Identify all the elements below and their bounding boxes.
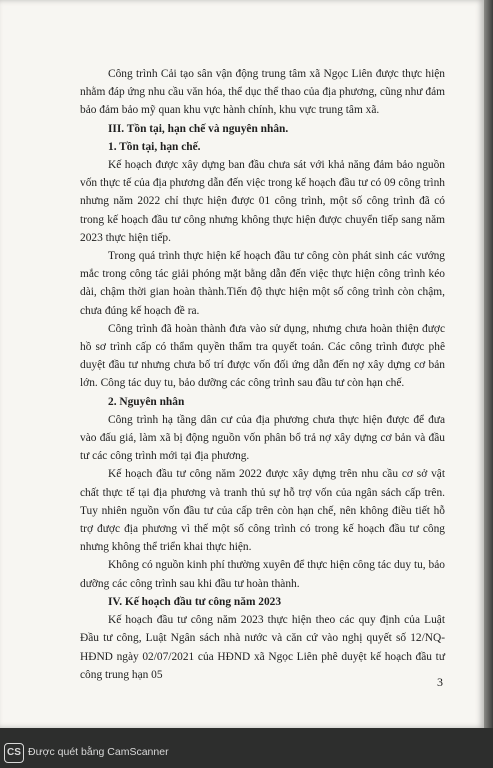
paragraph: Kế hoạch được xây dựng ban đầu chưa sát với khả năng đảm bảo nguồn vốn thực tế của địa phương dẫn đến việc trong kế hoạch đầu tư có 09 công trình nhưng năm 2022 chỉ thực hiện được 01 công trình, một số công trình đã có trong kế hoạch đầu tư công nhưng không thực hiện được chuyển tiếp sang năm 2023 thực hiện tiếp. — [80, 159, 445, 244]
subsection-heading: 1. Tồn tại, hạn chế. — [108, 140, 201, 153]
paragraph: Kế hoạch đầu tư công năm 2023 thực hiện theo các quy định của Luật Đầu tư công, Luật Ngân sách nhà nước và căn cứ vào nghị quyết số 12/NQ-HĐND ngày 02/07/2021 của HĐND xã Ngọc Liên phê duyệt kế hoạch đầu tư công trung hạn 05 — [80, 614, 445, 681]
paragraph: Không có nguồn kinh phí thường xuyên để thực hiện công tác duy tu, bảo dưỡng các công trình sau khi đầu tư hoàn thành. — [80, 559, 445, 590]
subsection-heading: 2. Nguyên nhân — [108, 395, 185, 408]
page-edge-shadow — [484, 0, 493, 728]
scanner-footer — [0, 738, 493, 768]
paragraph: Kế hoạch đầu tư công năm 2022 được xây dựng trên nhu cầu cơ sở vật chất thực tế tại địa phương và tranh thủ sự hỗ trợ vốn của ngân sách cấp trên. Tuy nhiên nguồn vốn đầu tư của cấp trên còn hạn chế, nên không điều tiết hỗ trợ được địa phương vì thế một số công trình có trong kế hoạch đầu tư công nhưng không thể triển khai thực hiện. — [80, 468, 445, 554]
scanner-watermark-text: Được quét bằng CamScanner — [28, 746, 169, 758]
page-number: 3 — [437, 675, 443, 689]
paragraph: Công trình Cải tạo sân vận động trung tâm xã Ngọc Liên được thực hiện nhằm đáp ứng nhu cầu văn hóa, thể dục thể thao của địa phương, cũng như đảm bảo đảm bảo mỹ quan khu vực hành chính, khu vực trung tâm xã. — [80, 68, 445, 117]
camscanner-logo-icon: CS — [4, 743, 24, 763]
paragraph: Công trình hạ tầng dân cư của địa phương chưa thực hiện được để đưa vào đấu giá, làm xã bị động nguồn vốn phân bổ trả nợ xây dựng cơ bản và đầu tư các công trình mới tại địa phương. — [80, 413, 445, 463]
paragraph: Trong quá trình thực hiện kế hoạch đầu tư công còn phát sinh các vướng mắc trong công tác giải phóng mặt bằng dẫn đến việc thực hiện công trình kéo dài, chậm thời gian hoàn thành.Tiến độ thực hiện một số công trình còn chậm, chưa đúng kế hoạch đề ra. — [80, 250, 445, 317]
document-body — [80, 65, 445, 684]
paragraph: Công trình đã hoàn thành đưa vào sử dụng, nhưng chưa hoàn thiện được hồ sơ trình cấp có thẩm quyền thẩm tra quyết toán. Các công trình được phê duyệt đầu tư nhưng chưa bố trí được vốn đối ứng dẫn đến nợ xây dựng cơ bản lớn. Công tác duy tu, bảo dưỡng các công trình sau đầu tư còn hạn chế. — [80, 322, 445, 390]
section-heading: IV. Kế hoạch đầu tư công năm 2023 — [108, 595, 282, 608]
section-heading: III. Tồn tại, hạn chế và nguyên nhân. — [108, 122, 289, 135]
